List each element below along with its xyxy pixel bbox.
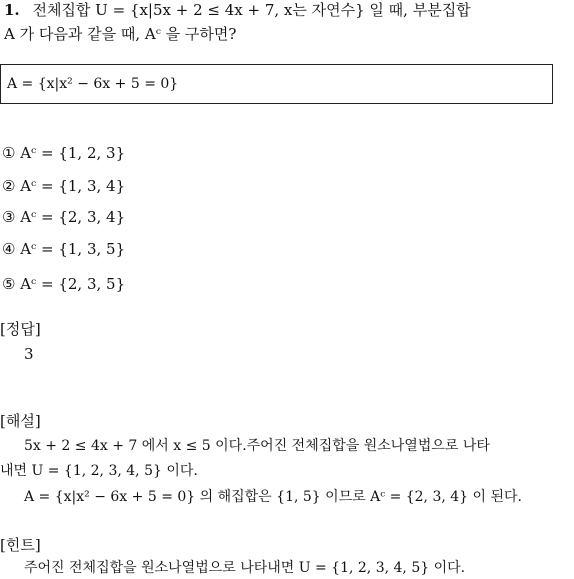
- explanation-label: [해설]: [0, 412, 41, 430]
- answer-label: [정답]: [0, 320, 41, 338]
- choice-2[interactable]: ② Aᶜ = {1, 3, 4}: [2, 177, 126, 195]
- hint-label: [힌트]: [0, 536, 41, 554]
- question-line-1: [4, 0, 471, 20]
- answer-value: 3: [24, 345, 34, 363]
- hint-line-1: 주어진 전체집합을 원소나열법으로 나타내면 U = {1, 2, 3, 4, 5} 이다.: [24, 560, 466, 576]
- explanation-line-3: A = {x|x² − 6x + 5 = 0} 의 해집합은 {1, 5} 이므로 Aᶜ = {2, 3, 4} 이 된다.: [24, 489, 523, 505]
- explanation-line-1: 5x + 2 ≤ 4x + 7 에서 x ≤ 5 이다.주어진 전체집합을 원소나열법으로 나타: [24, 438, 490, 454]
- question-text-2: A 가 다음과 같을 때, Aᶜ 을 구하면?: [4, 25, 237, 43]
- question-text-1: 전체집합 U = {x|5x + 2 ≤ 4x + 7, x는 자연수} 일 때, 부분집합: [32, 1, 471, 19]
- choice-4[interactable]: ④ Aᶜ = {1, 3, 5}: [2, 240, 126, 258]
- given-condition-box: [0, 64, 553, 104]
- given-set-expression: A = {x|x² − 6x + 5 = 0}: [7, 76, 179, 92]
- explanation-line-2: 내면 U = {1, 2, 3, 4, 5} 이다.: [0, 463, 198, 479]
- question-number: 1.: [4, 1, 20, 19]
- choice-3[interactable]: ③ Aᶜ = {2, 3, 4}: [2, 208, 126, 226]
- choice-5[interactable]: ⑤ Aᶜ = {2, 3, 5}: [2, 275, 126, 293]
- choice-1[interactable]: ① Aᶜ = {1, 2, 3}: [2, 144, 126, 162]
